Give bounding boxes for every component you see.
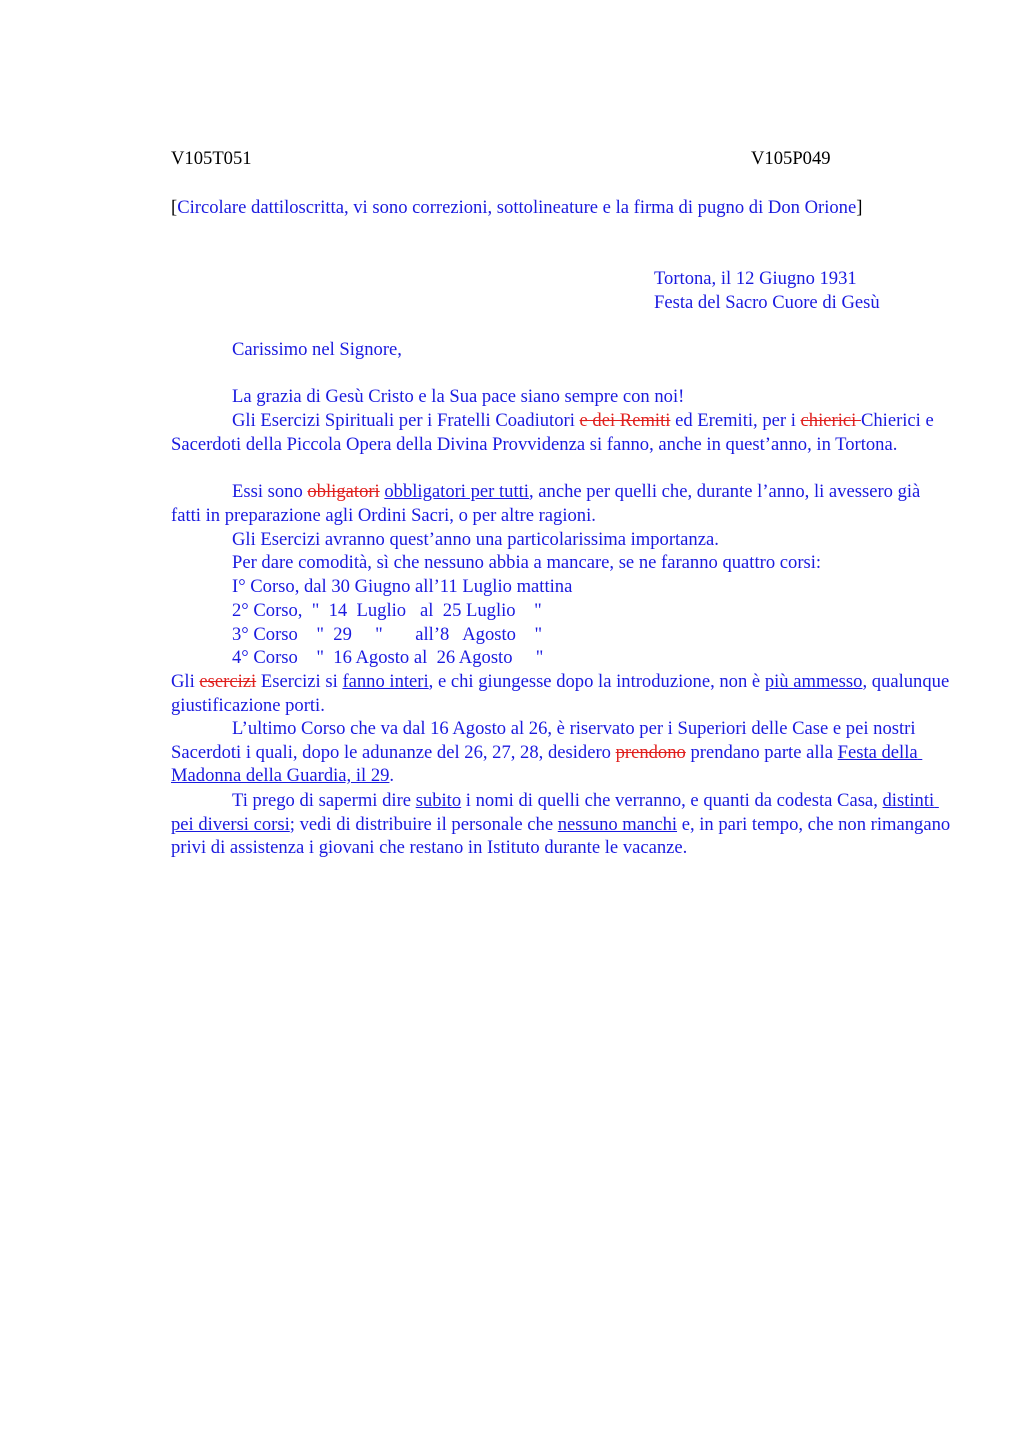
p6-text-b: Esercizi si	[256, 671, 343, 692]
paragraph-exercises-intro	[171, 409, 951, 456]
dateline-place-date: Tortona, il 12 Giugno 1931	[654, 268, 857, 289]
p8-text-a: Ti prego di sapermi dire	[232, 790, 416, 811]
dateline-feast: Festa del Sacro Cuore di Gesù	[654, 292, 880, 313]
note-close-bracket: ]	[856, 197, 863, 218]
paragraph-greeting: La grazia di Gesù Cristo e la Sua pace siano sempre con noi!	[232, 386, 685, 407]
course-line: 3° Corso " 29 " all’8 Agosto "	[232, 624, 543, 645]
p3-text-a: Essi sono	[232, 481, 308, 502]
course-line: 4° Corso " 16 Agosto al 26 Agosto "	[232, 647, 544, 668]
p6-text-c: , e chi giungesse dopo la introduzione, non è	[428, 671, 765, 692]
p3-strikethrough-obligatori: obligatori	[307, 481, 380, 502]
course-line: 2° Corso, " 14 Luglio al 25 Luglio "	[232, 600, 542, 621]
p3-underline-obbligatori: obbligatori per tutti	[384, 481, 529, 502]
p6-underline-piu-ammesso: più ammesso	[764, 671, 863, 692]
paragraph-four-courses: Per dare comodità, sì che nessuno abbia a mancare, se ne faranno quattro corsi:	[232, 552, 822, 573]
salutation: Carissimo nel Signore,	[232, 339, 402, 360]
p6-underline-fanno-interi: fanno interi	[342, 671, 429, 692]
p8-underline-subito: subito	[415, 790, 462, 811]
paragraph-last-course	[171, 717, 951, 788]
p2-text-a: Gli Esercizi Spirituali per i Fratelli Coadiutori	[232, 410, 580, 431]
p7-underline-festa: Festa della Madonna della Guardia, il 29	[171, 741, 923, 787]
paragraph-obligatory	[171, 480, 951, 527]
course-line: I° Corso, dal 30 Giugno all’11 Luglio mattina	[232, 576, 573, 597]
p8-underline-distinti: distinti pei diversi corsi	[171, 790, 939, 835]
p6-text-a: Gli	[171, 671, 200, 692]
note-text: Circolare dattiloscritta, vi sono correzioni, sottolineature e la firma di pugno di Don Orione	[177, 197, 857, 218]
p7-strikethrough-prendono: prendono	[615, 741, 686, 763]
p7-text-a: L’ultimo Corso che va dal 16 Agosto al 26, è riservato per i Superiori delle Case e pei nostri Sacerdoti i quali, dopo le adunanze del 26, 27, 28, desidero	[171, 718, 921, 763]
note-open-bracket: [	[171, 197, 178, 218]
p7-text-c: .	[389, 765, 395, 787]
p2-text-c: Chierici e Sacerdoti della Piccola Opera della Divina Provvidenza si fanno, anche in quest’anno, in Tortona.	[171, 410, 939, 455]
p7-text-b: prendano parte alla	[685, 741, 838, 763]
paragraph-names-request	[171, 789, 955, 860]
p2-strikethrough-chierici: chierici	[800, 410, 861, 431]
p2-text-b: ed Eremiti, per i	[670, 410, 801, 431]
paragraph-full-attendance	[171, 670, 954, 717]
p8-text-b: i nomi di quelli che verranno, e quanti da codesta Casa,	[461, 790, 883, 811]
p8-text-c: ; vedi di distribuire il personale che	[289, 813, 558, 835]
editorial-note	[171, 196, 891, 220]
p6-strikethrough-esercizi: esercizi	[199, 671, 257, 692]
paragraph-importance: Gli Esercizi avranno quest’anno una particolarissima importanza.	[232, 529, 719, 550]
p8-underline-nessuno-manchi: nessuno manchi	[557, 813, 678, 835]
document-code-right: V105P049	[751, 148, 831, 169]
p6-text-d: , qualunque giustificazione porti.	[171, 671, 954, 716]
p8-text-d: e, in pari tempo, che non rimangano privi di assistenza i giovani che restano in Istituto durante le vacanze.	[171, 813, 955, 859]
p2-strikethrough-remiti: e dei Remiti	[579, 410, 671, 431]
document-code-left: V105T051	[171, 148, 252, 169]
p3-text-c: , anche per quelli che, durante l’anno, li avessero già fatti in preparazione agli Ordini Sacri, o per altre ragioni.	[171, 481, 925, 526]
